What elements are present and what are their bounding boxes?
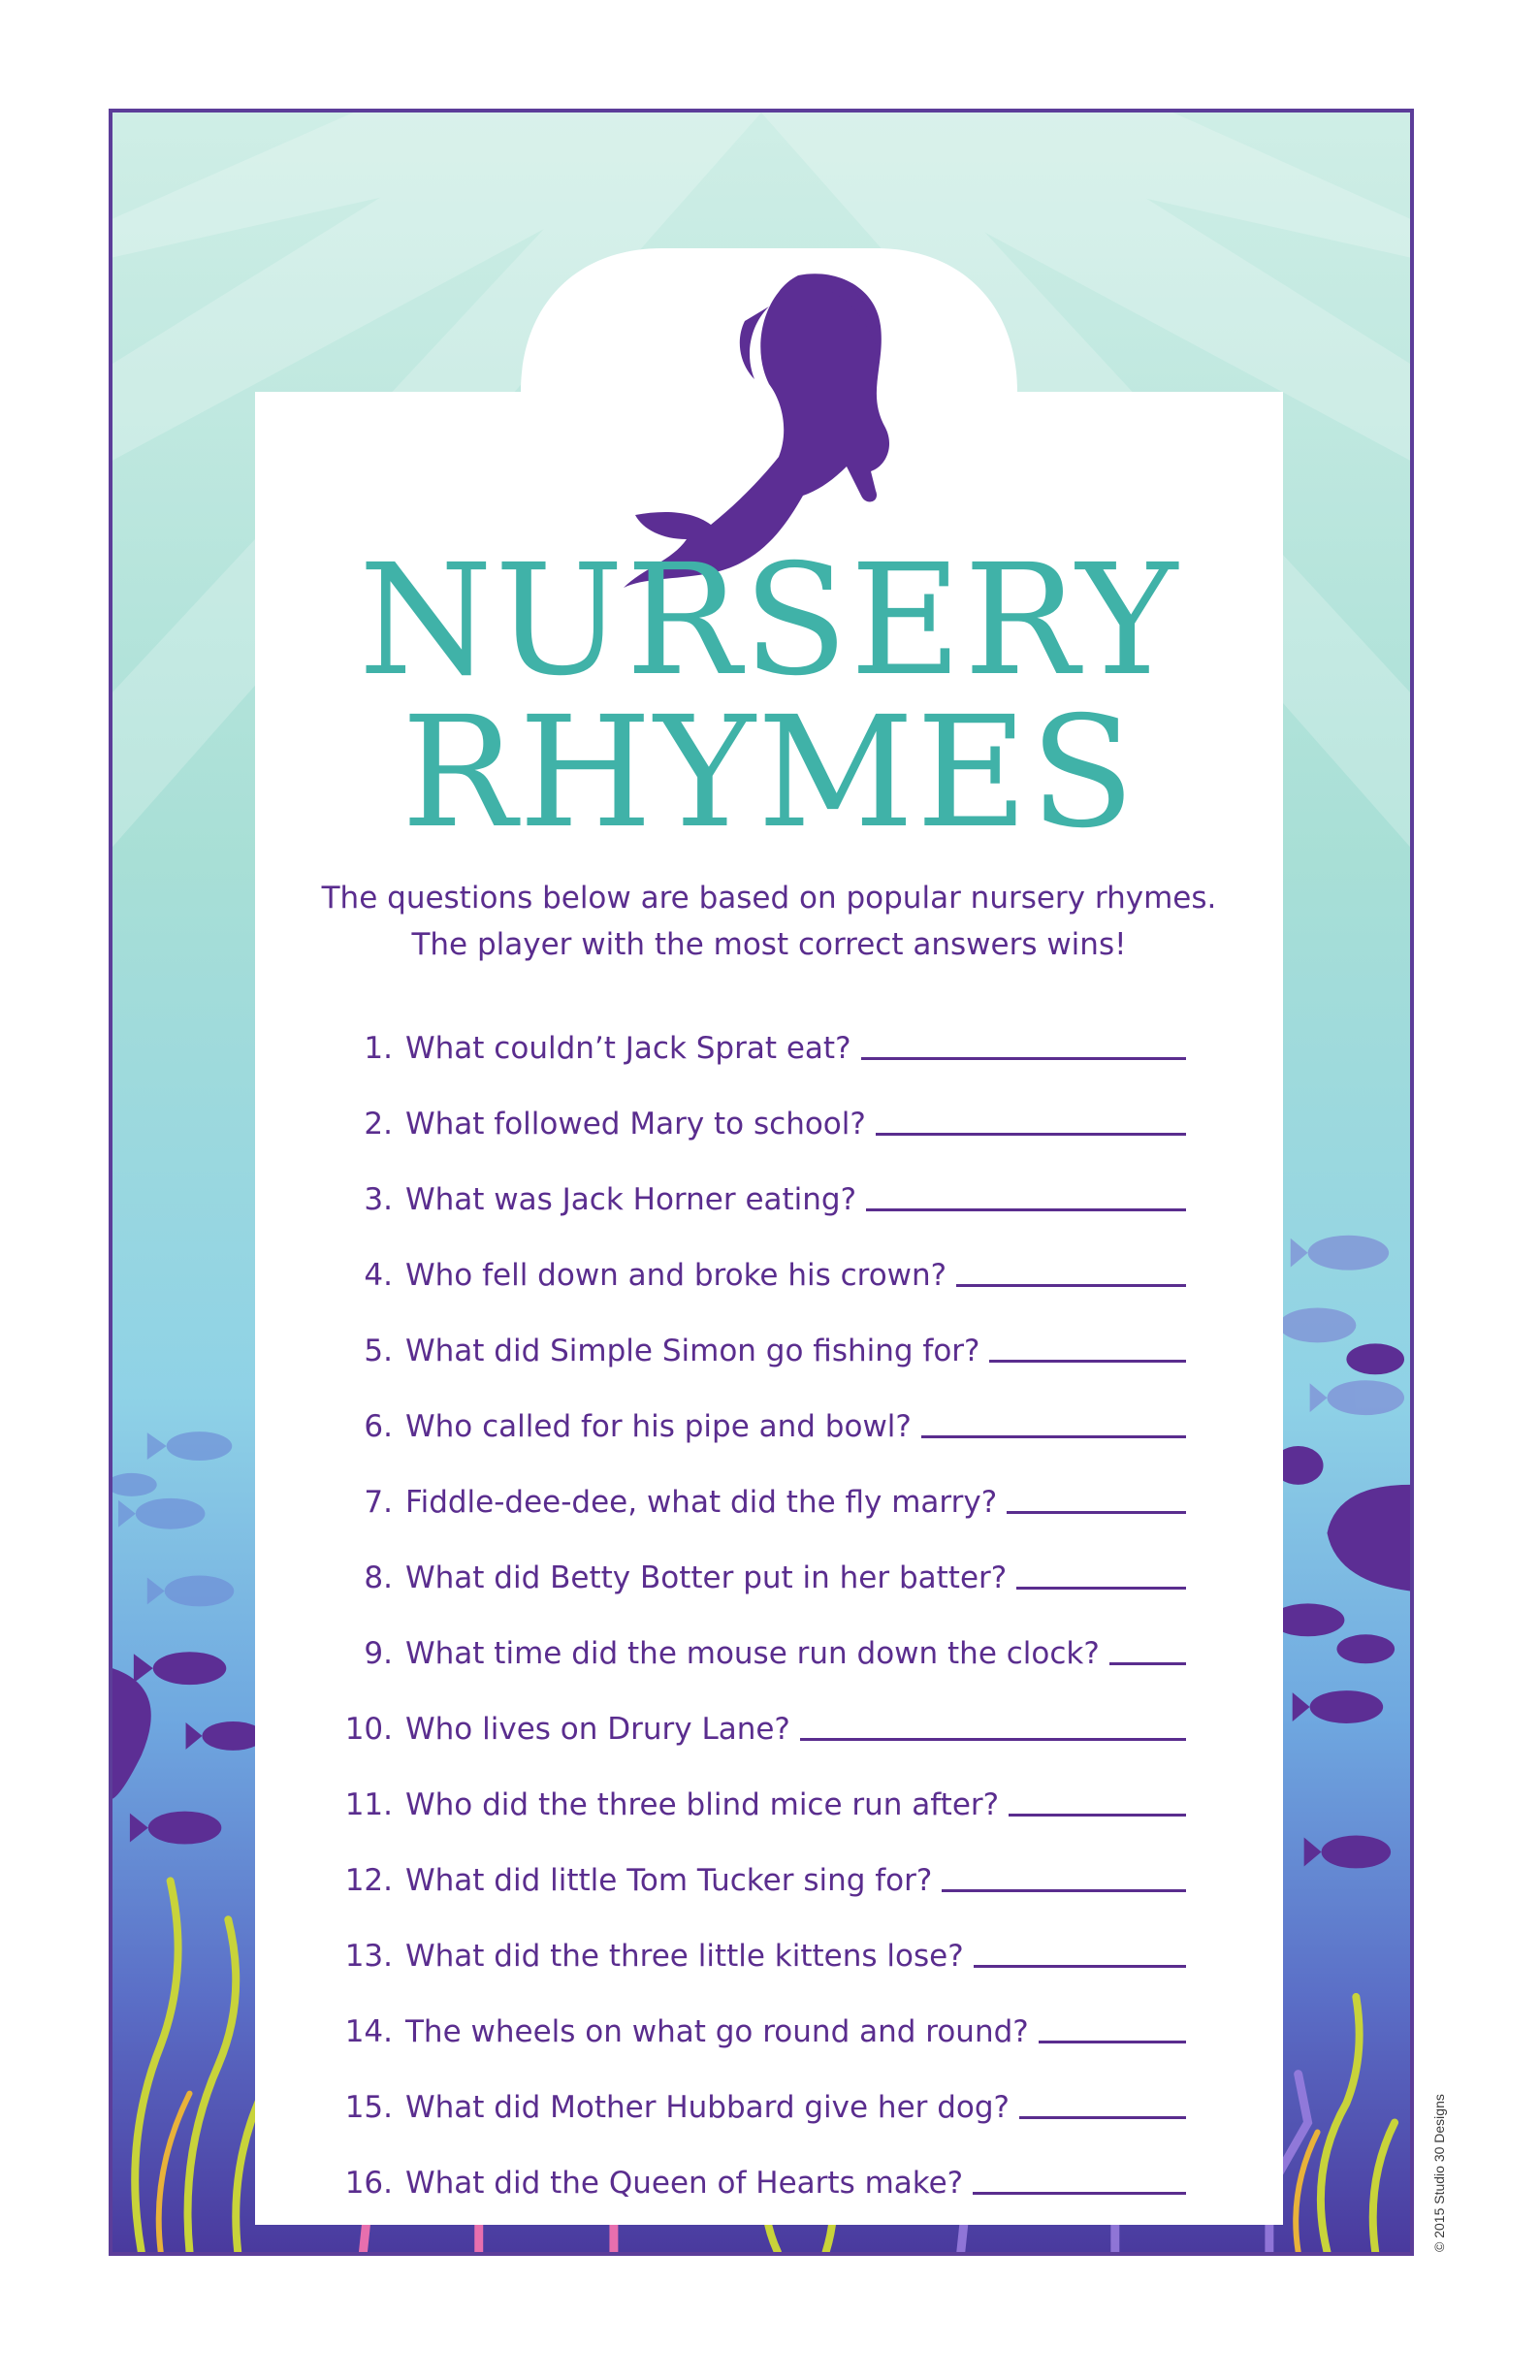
question-text: Who did the three blind mice run after? (405, 1787, 1000, 1822)
question-row (313, 1444, 1186, 1520)
copyright-text: © 2015 Studio 30 Designs (1431, 2094, 1447, 2252)
answer-line[interactable] (800, 1738, 1186, 1741)
answer-line[interactable] (1039, 2041, 1186, 2043)
question-number: 6. (364, 1409, 393, 1444)
question-text: What time did the mouse run down the clock? (405, 1636, 1100, 1671)
question-row (313, 1217, 1186, 1293)
question-row (313, 1293, 1186, 1368)
question-number: 9. (364, 1636, 393, 1671)
question-row (313, 1142, 1186, 1217)
question-number: 14. (344, 2014, 393, 2049)
question-row (313, 1898, 1186, 1974)
question-number: 16. (344, 2166, 393, 2201)
question-row (313, 1671, 1186, 1747)
answer-line[interactable] (921, 1435, 1186, 1438)
answer-line[interactable] (956, 1284, 1186, 1287)
question-number: 3. (364, 1182, 393, 1217)
intro-text: The questions below are based on popular nursery rhymes. The player with the most correct answers wins! (321, 881, 1217, 962)
answer-line[interactable] (876, 1133, 1186, 1136)
question-text: What did little Tom Tucker sing for? (405, 1863, 933, 1898)
question-row (313, 2049, 1186, 2125)
question-text: What did Mother Hubbard give her dog? (405, 2090, 1011, 2125)
question-number: 15. (344, 2090, 393, 2125)
question-text: The wheels on what go round and round? (405, 2014, 1029, 2049)
answer-line[interactable] (1109, 1662, 1186, 1665)
answer-line[interactable] (973, 2192, 1186, 2195)
question-row (313, 1822, 1186, 1898)
question-row (313, 1974, 1186, 2049)
question-row (313, 1595, 1186, 1671)
answer-line[interactable] (942, 1889, 1186, 1892)
question-number: 2. (364, 1107, 393, 1142)
question-text: What did Betty Botter put in her batter? (405, 1560, 1008, 1595)
question-row (313, 2125, 1186, 2201)
question-row (313, 1747, 1186, 1822)
question-number: 10. (344, 1712, 393, 1747)
question-text: Who fell down and broke his crown? (405, 1258, 947, 1293)
question-text: Who called for his pipe and bowl? (405, 1409, 912, 1444)
answer-line[interactable] (866, 1208, 1186, 1211)
question-text: What followed Mary to school? (405, 1107, 866, 1142)
question-number: 4. (364, 1258, 393, 1293)
question-card (255, 248, 1283, 2225)
question-number: 1. (364, 1031, 393, 1066)
answer-line[interactable] (989, 1360, 1186, 1363)
answer-line[interactable] (1007, 1511, 1186, 1514)
question-number: 13. (344, 1939, 393, 1974)
question-text: What did Simple Simon go fishing for? (405, 1334, 980, 1368)
answer-line[interactable] (1016, 1587, 1186, 1590)
question-list (313, 990, 1186, 2201)
title-line-1: NURSERY (358, 531, 1180, 710)
answer-line[interactable] (974, 1965, 1186, 1968)
question-text: Who lives on Drury Lane? (405, 1712, 790, 1747)
title-line-2: RHYMES (401, 684, 1138, 862)
question-number: 11. (344, 1787, 393, 1822)
question-number: 12. (344, 1863, 393, 1898)
question-number: 8. (364, 1560, 393, 1595)
question-row (313, 1368, 1186, 1444)
answer-line[interactable] (861, 1057, 1186, 1060)
answer-line[interactable] (1019, 2116, 1186, 2119)
answer-line[interactable] (1009, 1814, 1186, 1817)
question-text: What was Jack Horner eating? (405, 1182, 857, 1217)
page-frame (109, 109, 1414, 2256)
question-text: Fiddle-dee-dee, what did the fly marry? (405, 1485, 998, 1520)
question-number: 7. (364, 1485, 393, 1520)
question-text: What couldn’t Jack Sprat eat? (405, 1031, 851, 1066)
question-text: What did the Queen of Hearts make? (405, 2166, 964, 2201)
question-number: 5. (364, 1334, 393, 1368)
question-row (313, 1520, 1186, 1595)
question-row (313, 1066, 1186, 1142)
question-text: What did the three little kittens lose? (405, 1939, 964, 1974)
question-row (313, 990, 1186, 1066)
